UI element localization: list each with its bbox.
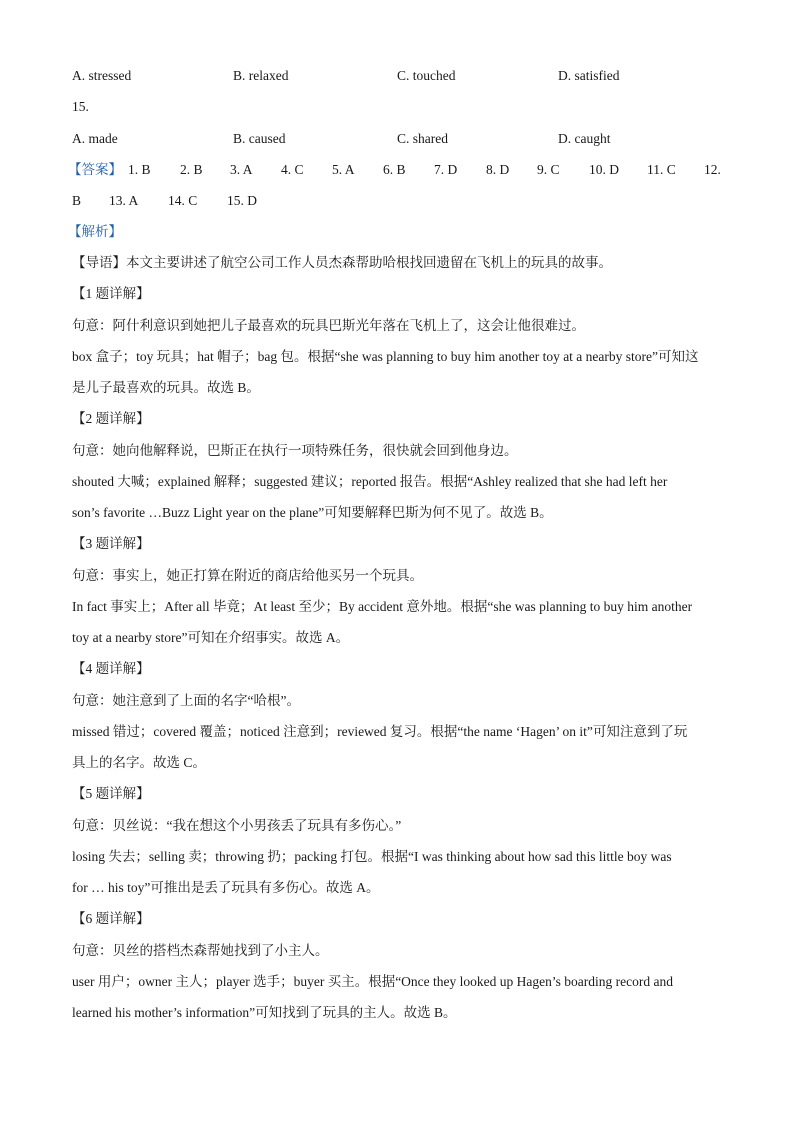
q3-explanation-cont: toy at a nearby store”可知在介绍事实。故选 A。	[72, 630, 350, 645]
answer-item: B	[72, 193, 82, 208]
answer-item: 10. D	[589, 162, 619, 177]
answer-item: 5. A	[332, 162, 355, 177]
q2-explanation: shouted 大喊；explained 解释；suggested 建议；reported 报告。根据“Ashley realized that she had left her	[72, 474, 668, 489]
answer-item: 6. B	[383, 162, 406, 177]
q1-explanation-cont: 是儿子最喜欢的玩具。故选 B。	[72, 380, 260, 395]
q5-explanation-cont: for … his toy”可推出是丢了玩具有多伤心。故选 A。	[72, 880, 380, 895]
q14-option-c: C. touched	[397, 68, 456, 83]
answer-item: 14. C	[168, 193, 198, 208]
q15-option-b: B. caused	[233, 131, 286, 146]
q15-option-a: A. made	[72, 131, 118, 146]
q1-heading: 【1 题详解】	[72, 286, 150, 301]
answer-item: 11. C	[647, 162, 676, 177]
answer-label: 【答案】	[68, 162, 122, 177]
q5-meaning: 句意：贝丝说：“我在想这个小男孩丢了玩具有多伤心。”	[72, 818, 402, 833]
answer-item: 1. B	[128, 162, 151, 177]
q15-option-c: C. shared	[397, 131, 448, 146]
q4-explanation-cont: 具上的名字。故选 C。	[72, 755, 206, 770]
q5-heading: 【5 题详解】	[72, 786, 150, 801]
answer-item: 13. A	[109, 193, 139, 208]
q14-option-b: B. relaxed	[233, 68, 289, 83]
q2-meaning: 句意：她向他解释说，巴斯正在执行一项特殊任务，很快就会回到他身边。	[72, 443, 518, 458]
q5-explanation: losing 失去；selling 卖；throwing 扔；packing 打包。根据“I was thinking about how sad this little boy was	[72, 849, 672, 864]
q4-heading: 【4 题详解】	[72, 661, 150, 676]
q2-heading: 【2 题详解】	[72, 411, 150, 426]
answer-item: 4. C	[281, 162, 304, 177]
q4-explanation: missed 错过；covered 覆盖；noticed 注意到；reviewed 复习。根据“the name ‘Hagen’ on it”可知注意到了玩	[72, 724, 688, 739]
answer-item: 12.	[704, 162, 721, 177]
answer-item: 9. C	[537, 162, 560, 177]
q14-option-a: A. stressed	[72, 68, 132, 83]
q3-heading: 【3 题详解】	[72, 536, 150, 551]
q6-heading: 【6 题详解】	[72, 911, 150, 926]
q2-explanation-cont: son’s favorite …Buzz Light year on the plane”可知要解释巴斯为何不见了。故选 B。	[72, 505, 553, 520]
q15-option-d: D. caught	[558, 131, 611, 146]
intro-line: 【导语】本文主要讲述了航空公司工作人员杰森帮助哈根找回遗留在飞机上的玩具的故事。	[72, 255, 612, 270]
answer-item: 15. D	[227, 193, 257, 208]
answer-item: 2. B	[180, 162, 203, 177]
q1-explanation: box 盒子；toy 玩具；hat 帽子；bag 包。根据“she was planning to buy him another toy at a nearby store”可知这	[72, 349, 699, 364]
q6-explanation-cont: learned his mother’s information”可知找到了玩具的主人。故选 B。	[72, 1005, 457, 1020]
answer-item: 7. D	[434, 162, 458, 177]
q3-explanation: In fact 事实上；After all 毕竟；At least 至少；By accident 意外地。根据“she was planning to buy him another	[72, 599, 693, 614]
answer-item: 3. A	[230, 162, 253, 177]
q3-meaning: 句意：事实上，她正打算在附近的商店给他买另一个玩具。	[72, 568, 423, 583]
q4-meaning: 句意：她注意到了上面的名字“哈根”。	[72, 693, 300, 708]
q6-explanation: user 用户；owner 主人；player 选手；buyer 买主。根据“Once they looked up Hagen’s boarding record and	[72, 974, 673, 989]
q1-meaning: 句意：阿什利意识到她把儿子最喜欢的玩具巴斯光年落在飞机上了，这会让他很难过。	[72, 318, 585, 333]
analysis-label: 【解析】	[68, 224, 122, 239]
q6-meaning: 句意：贝丝的搭档杰森帮她找到了小主人。	[72, 943, 329, 958]
q14-option-d: D. satisfied	[558, 68, 620, 83]
q15-number: 15.	[72, 99, 89, 114]
answer-item: 8. D	[486, 162, 510, 177]
